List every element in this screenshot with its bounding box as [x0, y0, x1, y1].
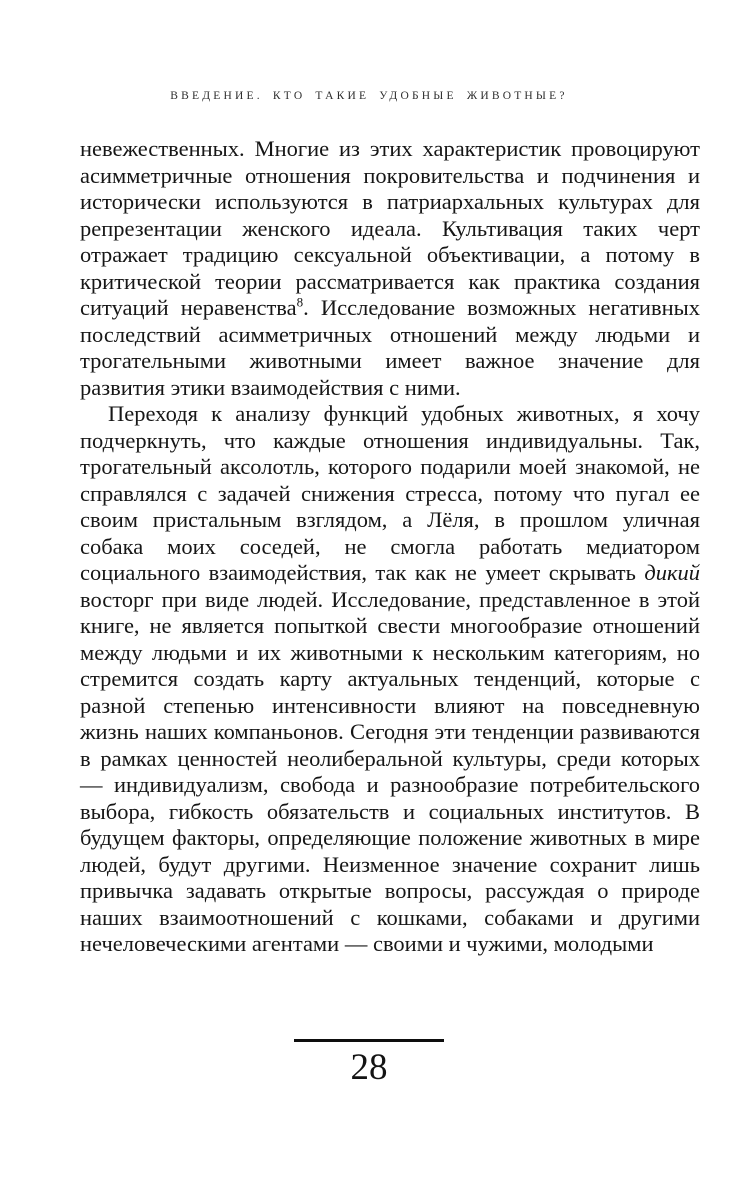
page-number: 28 — [350, 1047, 388, 1088]
running-head: ВВЕДЕНИЕ. КТО ТАКИЕ УДОБНЫЕ ЖИВОТНЫЕ? — [170, 90, 568, 102]
text-run-superscript: 8 — [296, 294, 304, 310]
page-footer — [0, 1039, 738, 1086]
text-run-normal: восторг при виде людей. Исследование, представленное в этой книге, не является попыткой свести многообразие отношений между людьми и их животными к нескольким категориям, но стремится создать карту актуальных тенденций, которые с разной степенью интенсивности влияют на повседневную жизнь наших компаньонов. Сегодня эти тенденции развиваются в рамках ценностей неолиберальной культуры, среди которых — индивидуализм, свобода и разнообразие потребительского выбора, гибкость обязательств и социальных институтов. В будущем факторы, определяющие положение животных в мире людей, будут другими. Неизменное значение сохранит лишь привычка задавать открытые вопросы, рассуждая о природе наших взаимоотношений с кошками, собаками и другими нечеловеческими агентами — своими и чужими, молодыми — [80, 586, 700, 956]
text-run-italic: дикий — [644, 560, 700, 585]
text-run-normal: . Исследование возможных негативных последствий асимметричных отношений между людьми и трогательными животными имеет важное значение для развития этики взаимодействия с ними. — [80, 295, 701, 400]
paragraph — [80, 136, 700, 401]
text-block — [80, 136, 700, 958]
text-run-normal: невежественных. Многие из этих характеристик провоцируют асимметричные отношения покровительства и подчинения и исторически используются в патриархальных культурах для репрезентации женского идеала. Культивация таких черт отражает традицию сексуальной объективации, а потому в критической теории рассматривается как практика создания ситуаций неравенства — [80, 136, 700, 320]
text-run-normal: Переходя к анализу функций удобных животных, я хочу подчеркнуть, что каждые отношения индивидуальны. Так, трогательный аксолотль, которого подарили моей знакомой, не справлялся с задачей снижения стресса, потому что пугал ее своим пристальным взглядом, а Лёля, в прошлом уличная собака моих соседей, не смогла работать медиатором социального взаимодействия, так как не умеет скрывать — [80, 401, 700, 585]
paragraph — [80, 401, 700, 958]
footer-rule — [294, 1039, 444, 1042]
